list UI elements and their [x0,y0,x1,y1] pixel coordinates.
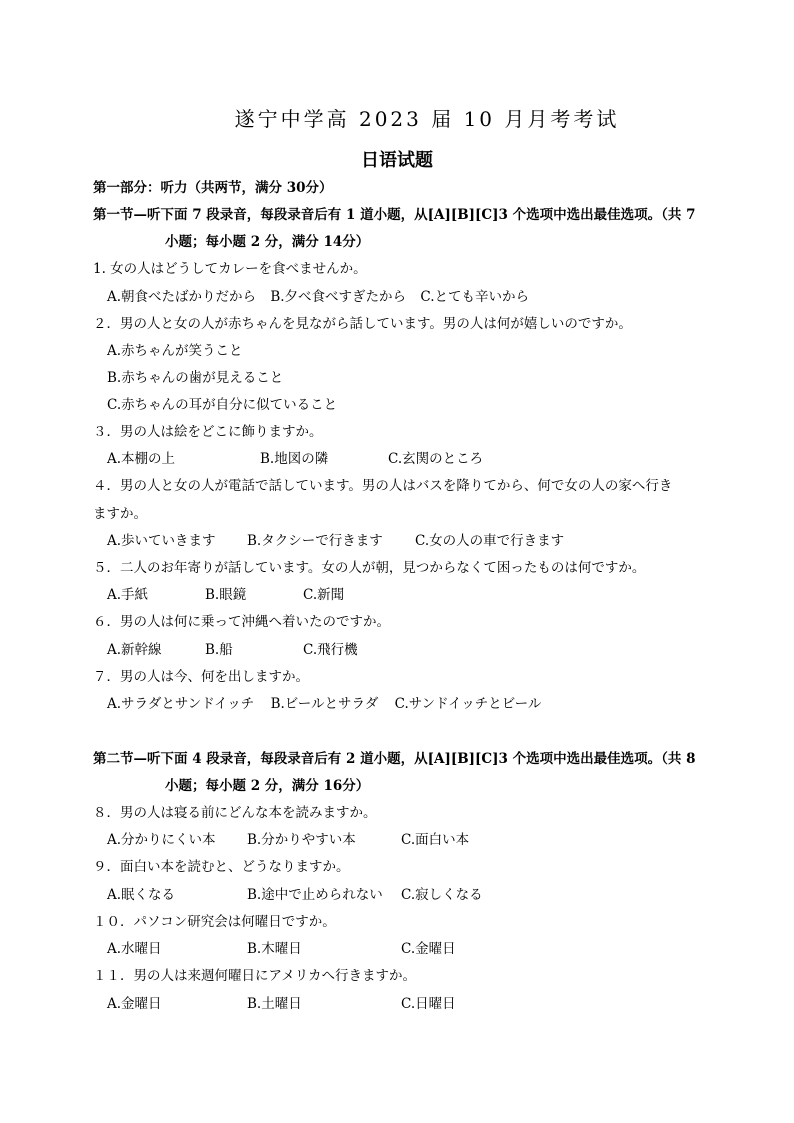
option-b: B.地図の隣 [260,451,329,467]
question-4: ４．男の人と女の人が電話で話しています。男の人はバスを降りてから、何で女の人の家へ行き [93,478,673,494]
question-7-options [107,694,541,714]
option-b: B.土曜日 [247,996,302,1012]
question-11: １１．男の人は来週何曜日にアメリカへ行きますか。 [93,968,417,984]
option-c: C.日曜日 [401,996,456,1012]
question-6: ６．男の人は何に乗って沖縄へ着いたのですか。 [93,614,390,630]
option-a: A.サラダとサンドイッチ [107,696,255,712]
option-c: C.金曜日 [401,941,456,957]
option-c: C.とても辛いから [420,289,529,305]
option-b: B.木曜日 [247,941,302,957]
question-4-cont: ますか。 [93,506,147,522]
option-c: C.寂しくなる [401,887,483,903]
option-b: B.眼鏡 [205,587,247,603]
option-a: A.赤ちゃんが笑うこと [107,343,243,359]
exam-title: 遂宁中学高 2023 届 10 月月考考试 [234,107,620,131]
option-b: B.途中で止められない [247,887,383,903]
question-3: ３．男の人は絵をどこに飾りますか。 [93,424,323,440]
option-b: B.夕べ食べすぎたから [270,289,407,305]
option-a: A.朝食べたばかりだから [107,289,257,305]
option-a: A.金曜日 [107,996,162,1012]
option-c: C.赤ちゃんの耳が自分に似ていること [107,397,338,413]
section1-instructions-cont: 小题；每小题 2 分，满分 14分） [165,234,370,250]
option-b: B.分かりやすい本 [247,832,356,848]
option-a: A.分かりにくい本 [107,832,216,848]
question-10: １０．パソコン研究会は何曜日ですか。 [93,914,336,930]
question-7: ７．男の人は今、何を出しますか。 [93,669,309,685]
question-5: ５．二人のお年寄りが話しています。女の人が朝，見つからなくて困ったものは何ですか。 [93,560,646,576]
option-c: C.サンドイッチとビール [394,696,542,712]
option-b: B.タクシーで行きます [247,533,383,549]
option-b: B.ビールとサラダ [270,696,379,712]
question-1-options [107,287,529,307]
question-2: ２．男の人と女の人が赤ちゃんを見ながら話しています。男の人は何が嬉しいのですか。 [93,316,632,332]
option-a: A.水曜日 [107,941,162,957]
section2-instructions-cont: 小题；每小题 2 分，满分 16分） [165,778,370,794]
option-a: A.眠くなる [107,887,176,903]
part1-heading: 第一部分：听力（共两节，满分 30分） [93,180,333,196]
option-a: A.手紙 [107,587,149,603]
question-9: ９．面白い本を読むと、どうなりますか。 [93,859,350,875]
option-c: C.女の人の車で行きます [415,533,565,549]
exam-subtitle: 日语试题 [361,150,433,171]
option-c: C.飛行機 [303,642,358,658]
option-c: C.新聞 [303,587,345,603]
option-c: C.玄関のところ [388,451,484,467]
section2-instructions: 第二节—听下面 4 段录音，每段录音后有 2 道小题，从[A][B][C]3 个选项中选出最佳选项。（共 8 [93,751,696,767]
option-b: B.船 [205,642,233,658]
option-b: B.赤ちゃんの歯が見えること [107,370,284,386]
option-a: A.新幹線 [107,642,162,658]
section1-instructions: 第一节—听下面 7 段录音，每段录音后有 1 道小题，从[A][B][C]3 个选项中选出最佳选项。（共 7 [93,207,696,223]
question-1: 1. 女の人はどうしてカレーを食べませんか。 [93,261,367,277]
option-a: A.歩いていきます [107,533,216,549]
question-8: ８．男の人は寝る前にどんな本を読みますか。 [93,805,377,821]
option-a: A.本棚の上 [107,451,176,467]
option-c: C.面白い本 [401,832,470,848]
